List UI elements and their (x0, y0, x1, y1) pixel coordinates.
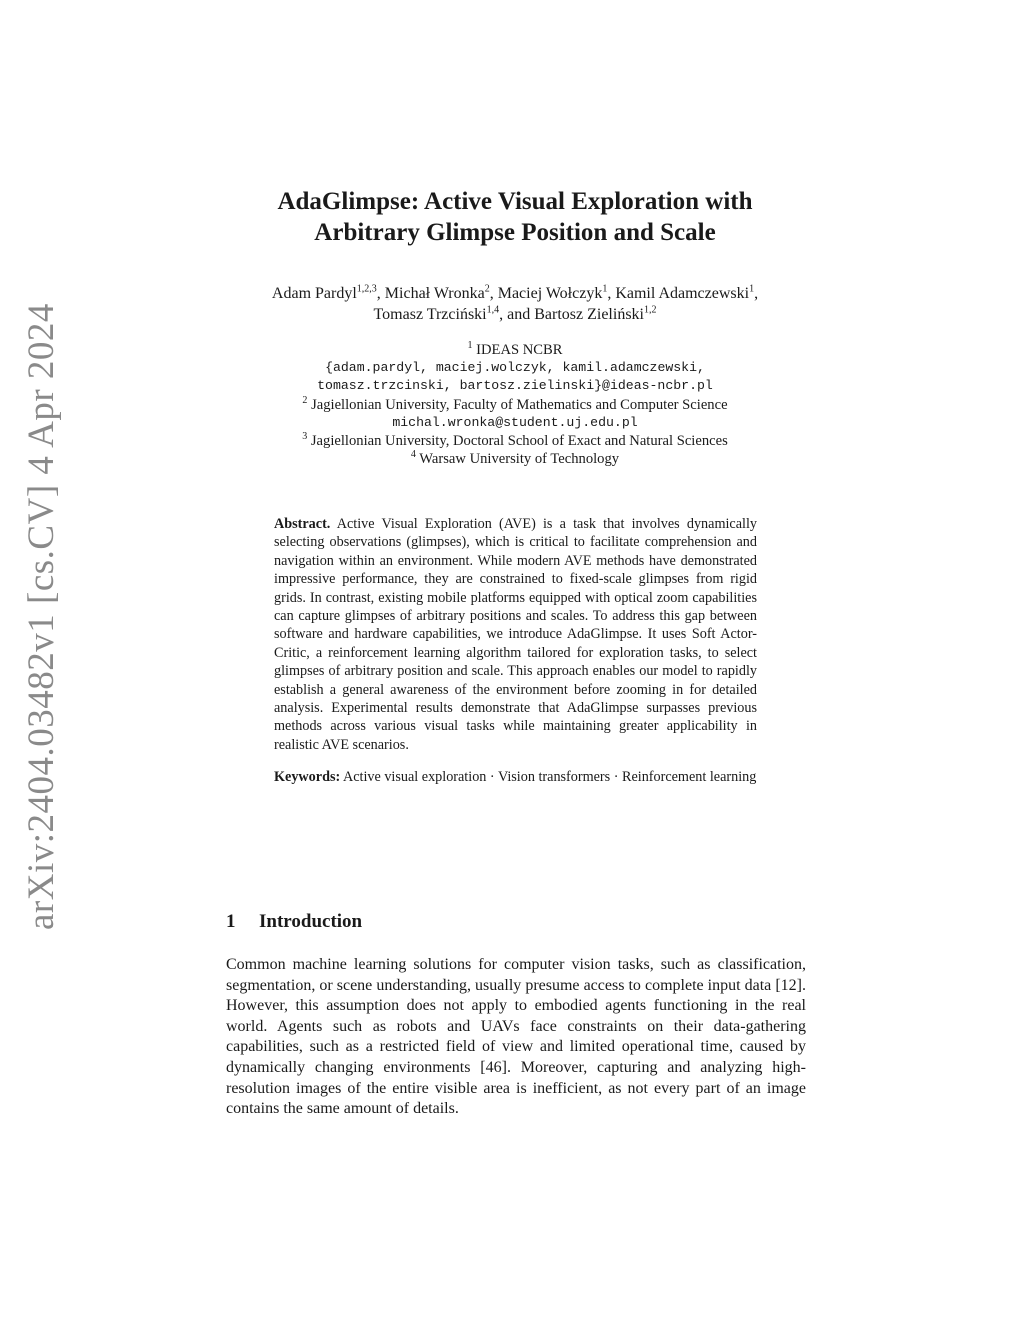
affil-number: 2 (302, 394, 308, 406)
abstract-text: Active Visual Exploration (AVE) is a task that involves dynamically selecting observations (glimpses), which is critical to facilitate comprehension and navigation within an environment. While modern AVE methods have demonstrated impressive performance, they are constrained to fixed-scale glimpses from rigid grids. In contrast, existing mobile platforms equipped with optical zoom capabilities can capture glimpses of arbitrary positions and scales. To address this gap between software and hardware capabilities, we introduce AdaGlimpse. It uses Soft Actor-Critic, a reinforcement learning algorithm tailored for exploration tasks, to select glimpses of arbitrary position and scale. This approach enables our model to rapidly establish a general awareness of the environment before zooming in for detailed analysis. Experimental results demonstrate that AdaGlimpse surpasses previous methods across various visual tasks while maintaining greater applicability in realistic AVE scenarios. (274, 516, 757, 753)
affiliation-4 (180, 450, 850, 468)
affil-name: Jagiellonian University, Faculty of Mathematics and Computer Science (307, 396, 728, 413)
author-name: Adam Pardyl (271, 285, 357, 302)
author-affil-mark: 1,4 (486, 304, 500, 316)
affil-number: 4 (410, 449, 416, 461)
author-affil-mark: 1,2 (643, 304, 657, 316)
keywords-text: Active visual exploration · Vision transformers · Reinforcement learning (342, 769, 757, 786)
author-line-2 (180, 304, 850, 325)
abstract-label: Abstract. (274, 516, 331, 532)
affil-number: 3 (302, 431, 308, 443)
affiliation-3 (180, 432, 850, 450)
affil-number: 1 (467, 340, 473, 352)
title-line-2: Arbitrary Glimpse Position and Scale (314, 219, 716, 246)
author-affil-mark: 1 (749, 283, 755, 295)
section-heading (226, 911, 362, 933)
affil-name: IDEAS NCBR (472, 342, 563, 358)
abstract-paragraph (274, 515, 757, 754)
abstract-block (274, 515, 757, 787)
arxiv-identifier: arXiv:2404.03482v1 [cs.CV] 4 Apr 2024 (21, 303, 62, 930)
author-affil-mark: 1,2,3 (356, 283, 377, 295)
author-name: , Kamil Adamczewski (607, 285, 750, 302)
author-line-1 (180, 283, 850, 304)
affiliation-1 (180, 341, 850, 359)
author-list (180, 283, 850, 325)
section-title-text: Introduction (259, 911, 363, 932)
affil-name: Warsaw University of Technology (415, 451, 620, 468)
email-line-2: tomasz.trzcinski, bartosz.zielinski}@ideas-ncbr.pl (317, 378, 713, 394)
author-affil-mark: 2 (484, 283, 490, 295)
author-separator: , (754, 285, 759, 302)
affiliation-2 (180, 396, 850, 414)
author-name: , Michał Wronka (376, 285, 485, 302)
author-name: , Maciej Wołczyk (489, 285, 603, 302)
author-name: Tomasz Trzciński (373, 306, 487, 323)
author-name: , and Bartosz Zieliński (499, 306, 644, 323)
paper-title (180, 186, 850, 248)
intro-body (226, 955, 806, 1120)
email-line-3: michal.wronka@student.uj.edu.pl (392, 414, 638, 430)
section-number: 1 (226, 911, 236, 932)
keywords-label: Keywords: (274, 769, 341, 786)
affil-name: Jagiellonian University, Doctoral School of Exact and Natural Sciences (307, 433, 728, 450)
intro-paragraph: Common machine learning solutions for computer vision tasks, such as classification, segmentation, or scene understanding, usually presume access to complete input data [12]. However, this assumption does not apply to embodied agents functioning in the real world. Agents such as robots and UAVs face constraints on their data-gathering capabilities, such as a restricted field of view and limited operational time, caused by dynamically changing environments [46]. Moreover, capturing and analyzing high-resolution images of the entire visible area is inefficient, as not every part of an image contains the same amount of details. (226, 956, 806, 1118)
author-affil-mark: 1 (602, 283, 608, 295)
affiliations (180, 341, 850, 468)
email-line-1: {adam.pardyl, maciej.wolczyk, kamil.adamczewski, (325, 360, 705, 376)
title-line-1: AdaGlimpse: Active Visual Exploration with (277, 188, 753, 215)
keywords-paragraph (274, 768, 757, 786)
